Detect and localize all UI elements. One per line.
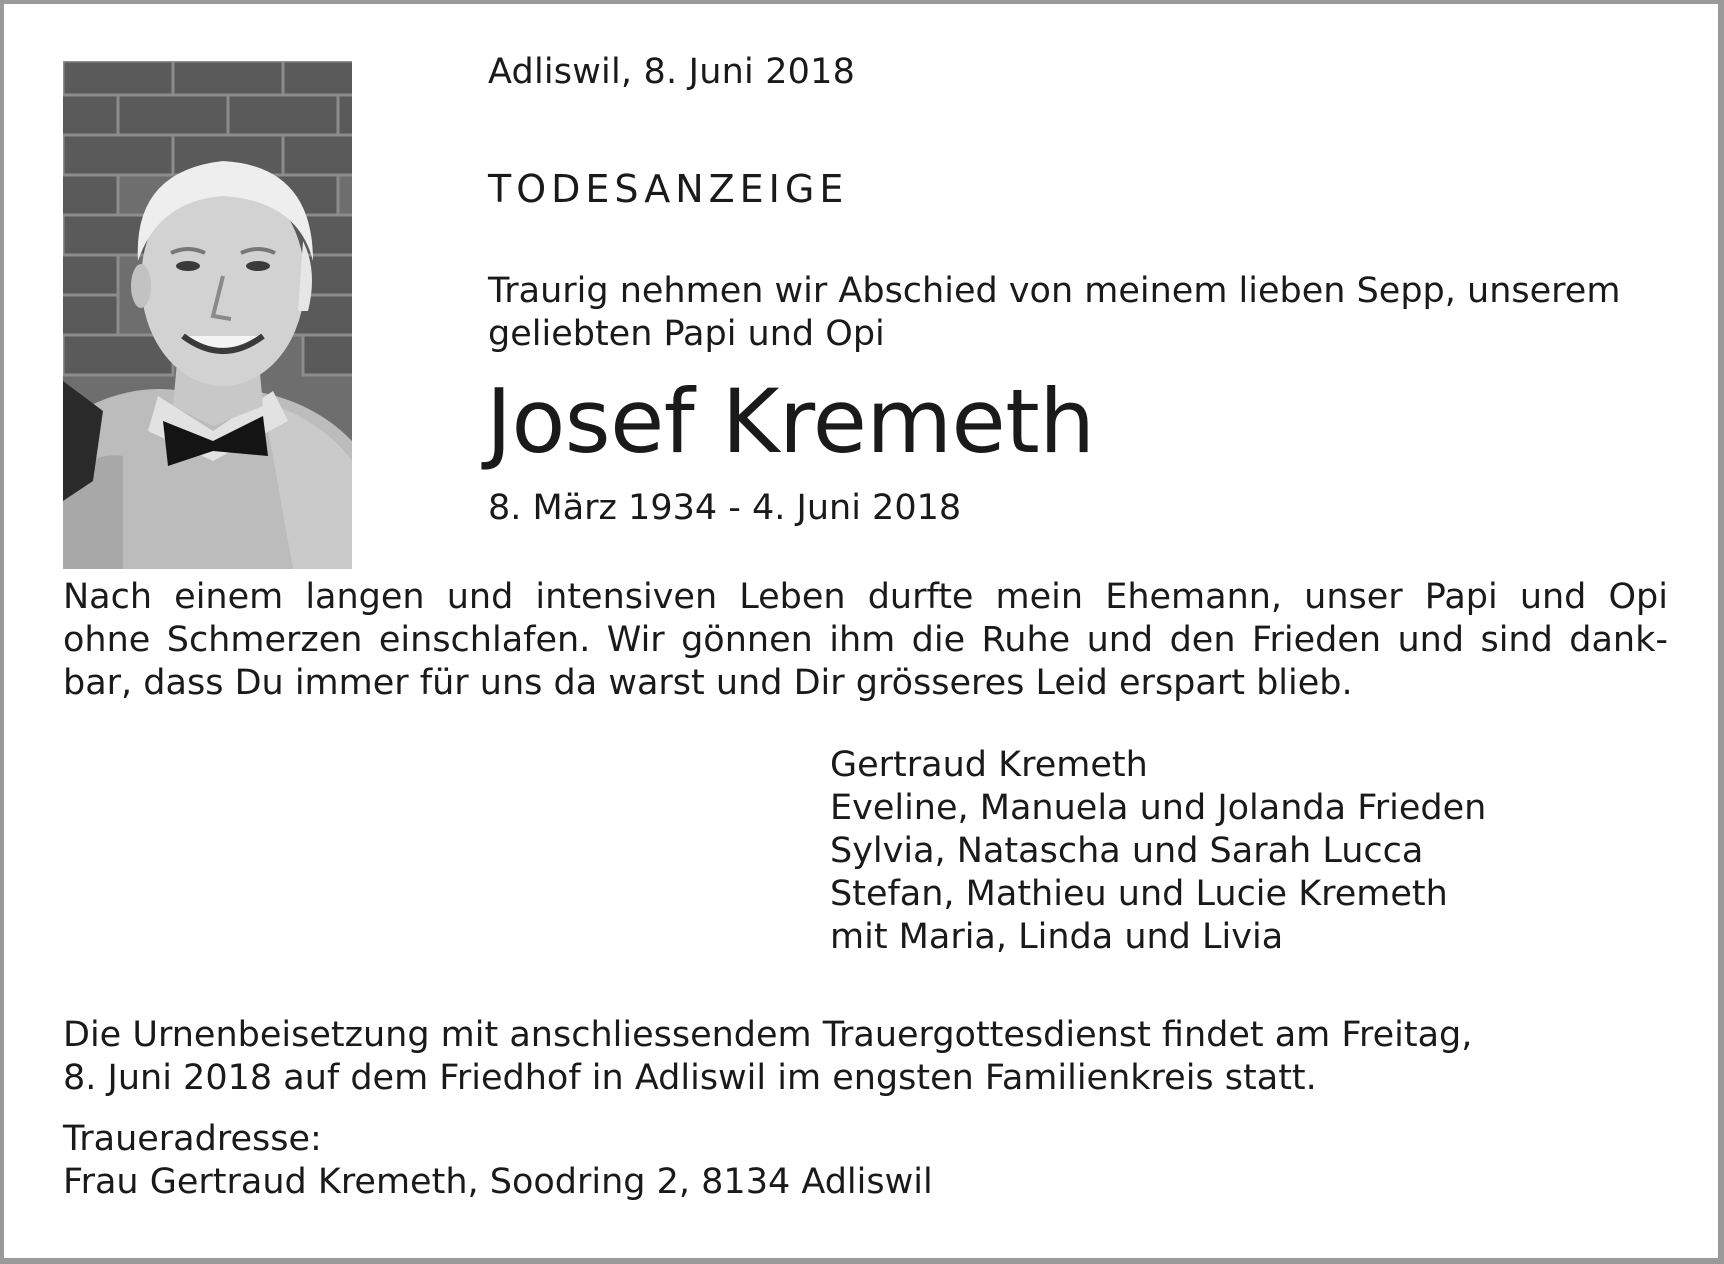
mourner-line: Eveline, Manuela und Jolanda Frieden <box>830 788 1487 828</box>
intro-text <box>488 270 1678 356</box>
body-line: bar, dass Du immer für uns da warst und Dir grösseres Leid erspart blieb. <box>63 663 1353 703</box>
mourner-line: Gertraud Kremeth <box>830 745 1148 785</box>
mourner-line: Sylvia, Natascha und Sarah Lucca <box>830 831 1424 871</box>
mourner-line: Stefan, Mathieu und Lucie Kremeth <box>830 874 1448 914</box>
intro-line: Traurig nehmen wir Abschied von meinem lieben Sepp, unserem <box>488 271 1621 311</box>
lifespan: 8. März 1934 - 4. Juni 2018 <box>488 488 962 528</box>
intro-line: geliebten Papi und Opi <box>488 314 885 354</box>
body-paragraph <box>63 576 1668 705</box>
mourner-line: mit Maria, Linda und Livia <box>830 917 1284 957</box>
portrait-photo <box>63 61 352 569</box>
deceased-name: Josef Kremeth <box>486 370 1095 473</box>
portrait-image <box>63 61 352 569</box>
mourners-list <box>830 744 1486 959</box>
address-text: Frau Gertraud Kremeth, Soodring 2, 8134 Adliswil <box>63 1162 933 1202</box>
notice-heading: TODESANZEIGE <box>488 167 849 211</box>
ceremony-line: 8. Juni 2018 auf dem Friedhof in Adliswil im engsten Familienkreis statt. <box>63 1058 1317 1098</box>
ceremony-line: Die Urnenbeisetzung mit anschliessendem Trauergottesdienst findet am Freitag, <box>63 1015 1473 1055</box>
date-place: Adliswil, 8. Juni 2018 <box>488 52 856 92</box>
address-label: Traueradresse: <box>63 1119 322 1159</box>
body-line: Nach einem langen und intensiven Leben durfte mein Ehemann, unser Papi und Opi <box>63 577 1668 617</box>
ceremony-info <box>63 1014 1472 1100</box>
obituary-notice <box>4 4 1718 1258</box>
body-line: ohne Schmerzen einschlafen. Wir gönnen ihm die Ruhe und den Frieden und sind dank- <box>63 620 1668 660</box>
mourning-address <box>63 1118 933 1204</box>
